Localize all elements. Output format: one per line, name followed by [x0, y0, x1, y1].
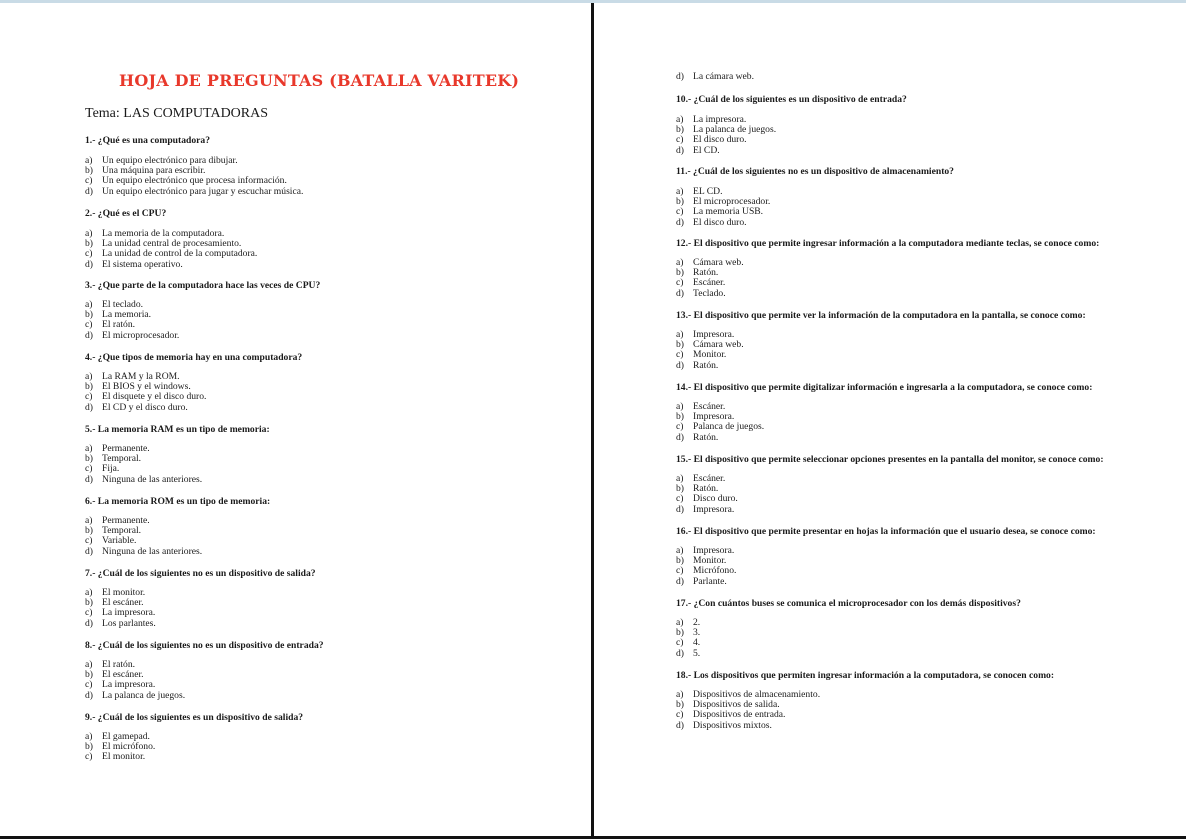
option-letter: d): [85, 545, 93, 557]
option-letter: d): [676, 144, 684, 156]
option-text: El CD.: [693, 144, 720, 156]
option-letter: d): [676, 719, 684, 731]
option-text: Ratón.: [693, 267, 719, 279]
option-text: Ninguna de las anteriores.: [102, 545, 203, 557]
option-text: Impresora.: [693, 411, 735, 423]
option-text: El gamepad.: [102, 731, 150, 742]
option-text: Escáner.: [693, 401, 726, 412]
option-letter: d): [676, 359, 684, 371]
option-letter: b): [676, 555, 684, 567]
answer-option: [676, 505, 738, 515]
option-text: La memoria de la computadora.: [102, 228, 225, 239]
option-letter: c): [85, 391, 93, 403]
answer-options: [676, 690, 820, 731]
question-text: 3.- ¿Que parte de la computadora hace las veces de CPU?: [85, 280, 321, 291]
question-text: 2.- ¿Qué es el CPU?: [85, 208, 167, 219]
option-letter: b): [676, 627, 684, 639]
option-text: La impresora.: [102, 679, 156, 691]
option-text: Dispositivos de almacenamiento.: [693, 689, 821, 700]
option-text: Micrófono.: [693, 565, 737, 577]
option-letter: d): [85, 617, 93, 629]
option-letter: c): [85, 175, 93, 187]
answer-option: [85, 331, 179, 341]
option-text: La unidad central de procesamiento.: [102, 238, 242, 250]
option-letter: a): [676, 329, 684, 340]
question-text: 10.- ¿Cuál de los siguientes es un dispositivo de entrada?: [676, 94, 907, 105]
answer-options: [85, 372, 206, 413]
option-text: Teclado.: [693, 287, 726, 299]
question-text: 9.- ¿Cuál de los siguientes es un dispositivo de salida?: [85, 712, 304, 723]
answer-option: [85, 187, 303, 197]
option-text: Fija.: [102, 463, 120, 475]
answer-option: [85, 619, 156, 629]
option-letter: c): [85, 607, 93, 619]
option-text: Parlante.: [693, 575, 727, 587]
option-letter: b): [676, 699, 684, 711]
option-letter: c): [676, 277, 684, 289]
option-text: El microprocesador.: [102, 329, 180, 341]
option-text: Impresora.: [693, 545, 735, 556]
answer-option: [85, 752, 155, 762]
option-text: Temporal.: [102, 453, 142, 465]
answer-option: [676, 361, 744, 371]
option-letter: a): [85, 155, 93, 166]
option-text: El ratón.: [102, 319, 136, 331]
document-page-left: [0, 3, 591, 836]
option-text: Ninguna de las anteriores.: [102, 473, 203, 485]
option-letter: b): [85, 669, 93, 681]
option-letter: d): [85, 401, 93, 413]
option-letter: b): [85, 165, 93, 177]
option-letter: a): [85, 659, 93, 670]
option-letter: c): [676, 493, 684, 505]
option-text: El micrófono.: [102, 741, 156, 753]
option-text: El escáner.: [102, 669, 144, 681]
question-text: 11.- ¿Cuál de los siguientes no es un dispositivo de almacenamiento?: [676, 166, 954, 177]
option-letter: d): [85, 473, 93, 485]
option-letter: c): [676, 637, 684, 649]
option-text: El ratón.: [102, 659, 136, 670]
option-letter: c): [85, 248, 93, 260]
option-letter: d): [676, 575, 684, 587]
topic-line: [85, 106, 268, 122]
option-text: Un equipo electrónico para jugar y escuchar música.: [102, 185, 304, 197]
option-text: EL CD.: [693, 186, 723, 197]
document-title: HOJA DE PREGUNTAS (BATALLA VARITEK): [119, 71, 520, 90]
option-letter: d): [676, 287, 684, 299]
question-text: 16.- El dispositivo que permite presentar en hojas la información que el usuario desea, se conoce como:: [676, 526, 1096, 537]
question-text: 8.- ¿Cuál de los siguientes no es un dispositivo de entrada?: [85, 640, 324, 651]
option-text: El escáner.: [102, 597, 144, 609]
option-text: El disco duro.: [693, 134, 747, 146]
option-letter: c): [676, 134, 684, 146]
option-text: La memoria.: [102, 309, 152, 321]
option-letter: d): [85, 329, 93, 341]
option-text: Permanente.: [102, 515, 150, 526]
option-text: Dispositivos mixtos.: [693, 719, 772, 731]
option-letter: c): [676, 709, 684, 721]
answer-options: [85, 156, 303, 197]
option-text: 2.: [693, 617, 701, 628]
option-letter: b): [676, 124, 684, 136]
answer-options: [85, 516, 202, 557]
answer-options: [85, 588, 156, 629]
answer-option: [676, 289, 744, 299]
question-text: 14.- El dispositivo que permite digitalizar información e ingresarla a la computadora, se conoce como:: [676, 382, 1093, 393]
option-text: La RAM y la ROM.: [102, 371, 180, 382]
topic-label: Tema:: [85, 106, 120, 121]
option-letter: d): [85, 185, 93, 197]
answer-options: [676, 187, 770, 228]
option-text: Cámara web.: [693, 257, 744, 268]
option-letter: a): [85, 371, 93, 382]
option-text: Un equipo electrónico que procesa información.: [102, 175, 287, 187]
option-text: Palanca de juegos.: [693, 421, 765, 433]
option-text: Ratón.: [693, 359, 719, 371]
option-text: Escáner.: [693, 277, 726, 289]
question-text: 18.- Los dispositivos que permiten ingresar información a la computadora, se conocen como:: [676, 670, 1055, 681]
option-letter: d): [676, 216, 684, 228]
option-letter: d): [676, 503, 684, 515]
option-letter: b): [85, 525, 93, 537]
option-text: La memoria USB.: [693, 206, 764, 218]
option-letter: c): [85, 319, 93, 331]
option-letter: b): [85, 597, 93, 609]
option-text: Escáner.: [693, 473, 726, 484]
option-letter: c): [676, 206, 684, 218]
answer-options: [676, 618, 700, 659]
option-letter: d): [676, 71, 684, 82]
option-letter: a): [676, 401, 684, 412]
option-letter: d): [676, 431, 684, 443]
option-text: Dispositivos de salida.: [693, 699, 780, 711]
answer-option: [676, 218, 770, 228]
question-text: 13.- El dispositivo que permite ver la información de la computadora en la pantalla, se conoce como:: [676, 310, 1086, 321]
option-text: El BIOS y el windows.: [102, 381, 191, 393]
option-letter: a): [676, 473, 684, 484]
option-letter: c): [676, 565, 684, 577]
option-text: El CD y el disco duro.: [102, 401, 188, 413]
question-text: 5.- La memoria RAM es un tipo de memoria:: [85, 424, 270, 435]
option-letter: b): [85, 309, 93, 321]
option-letter: b): [85, 453, 93, 465]
question-text: 6.- La memoria ROM es un tipo de memoria:: [85, 496, 271, 507]
option-text: La impresora.: [102, 607, 156, 619]
answer-options: [676, 546, 736, 587]
answer-option: [676, 649, 700, 659]
option-letter: b): [85, 381, 93, 393]
answer-option: [676, 422, 764, 432]
answer-options: [676, 72, 754, 82]
option-letter: c): [85, 463, 93, 475]
option-letter: a): [85, 587, 93, 598]
answer-option: [676, 721, 820, 731]
option-text: 3.: [693, 627, 701, 639]
option-text: El disquete y el disco duro.: [102, 391, 207, 403]
option-text: El sistema operativo.: [102, 258, 183, 270]
answer-option: [85, 547, 202, 557]
option-letter: a): [85, 228, 93, 239]
answer-options: [85, 300, 179, 341]
answer-options: [85, 229, 257, 270]
option-text: Dispositivos de entrada.: [693, 709, 786, 721]
option-text: La palanca de juegos.: [102, 689, 186, 701]
option-text: Impresora.: [693, 503, 735, 515]
option-letter: c): [85, 535, 93, 547]
option-text: La impresora.: [693, 114, 747, 125]
option-letter: a): [676, 617, 684, 628]
question-text: 12.- El dispositivo que permite ingresar información a la computadora mediante teclas, se conoce como:: [676, 238, 1100, 249]
option-letter: d): [676, 647, 684, 659]
option-text: El monitor.: [102, 587, 146, 598]
answer-options: [85, 444, 202, 485]
option-text: 5.: [693, 647, 701, 659]
option-letter: b): [676, 196, 684, 208]
option-letter: a): [85, 515, 93, 526]
answer-options: [676, 402, 764, 443]
option-letter: d): [85, 258, 93, 270]
answer-option: [676, 577, 736, 587]
option-letter: a): [85, 299, 93, 310]
option-letter: d): [85, 689, 93, 701]
answer-option: [676, 146, 776, 156]
option-text: 4.: [693, 637, 701, 649]
option-letter: a): [676, 689, 684, 700]
option-text: El microprocesador.: [693, 196, 771, 208]
option-letter: b): [676, 339, 684, 351]
option-text: El monitor.: [102, 751, 146, 763]
question-text: 17.- ¿Con cuántos buses se comunica el microprocesador con los demás dispositivos?: [676, 598, 1021, 609]
option-text: Una máquina para escribir.: [102, 165, 206, 177]
option-letter: a): [676, 114, 684, 125]
option-text: El teclado.: [102, 299, 144, 310]
answer-options: [85, 660, 185, 701]
answer-options: [85, 732, 155, 763]
answer-options: [676, 330, 744, 371]
question-text: 1.- ¿Qué es una computadora?: [85, 135, 210, 146]
option-letter: b): [85, 238, 93, 250]
option-letter: b): [85, 741, 93, 753]
option-text: Variable.: [102, 535, 137, 547]
answer-option: [676, 135, 776, 145]
option-letter: b): [676, 483, 684, 495]
answer-option: [85, 403, 206, 413]
option-letter: c): [85, 679, 93, 691]
option-letter: c): [676, 421, 684, 433]
question-text: 7.- ¿Cuál de los siguientes no es un dispositivo de salida?: [85, 568, 316, 579]
answer-options: [676, 474, 738, 515]
option-letter: c): [676, 349, 684, 361]
option-text: Un equipo electrónico para dibujar.: [102, 155, 238, 166]
option-text: Permanente.: [102, 443, 150, 454]
option-letter: c): [85, 751, 93, 763]
option-letter: a): [676, 545, 684, 556]
option-text: Monitor.: [693, 555, 727, 567]
answer-options: [676, 115, 776, 156]
option-text: Los parlantes.: [102, 617, 156, 629]
option-text: La unidad de control de la computadora.: [102, 248, 258, 260]
answer-option: [85, 691, 185, 701]
option-letter: a): [676, 186, 684, 197]
document-page-right: [594, 3, 1186, 836]
answer-option: [676, 72, 754, 82]
option-text: La cámara web.: [693, 71, 754, 82]
option-text: El disco duro.: [693, 216, 747, 228]
answer-option: [85, 475, 202, 485]
question-text: 4.- ¿Que tipos de memoria hay en una computadora?: [85, 352, 303, 363]
topic-value: LAS COMPUTADORAS: [123, 106, 269, 121]
option-letter: a): [85, 731, 93, 742]
option-letter: a): [85, 443, 93, 454]
answer-option: [676, 433, 764, 443]
option-text: Ratón.: [693, 431, 719, 443]
question-text: 15.- El dispositivo que permite seleccionar opciones presentes en la pantalla del monitor, se conoce como:: [676, 454, 1104, 465]
option-text: Impresora.: [693, 329, 735, 340]
option-letter: b): [676, 411, 684, 423]
option-text: Monitor.: [693, 349, 727, 361]
option-letter: b): [676, 267, 684, 279]
option-text: Ratón.: [693, 483, 719, 495]
option-text: Temporal.: [102, 525, 142, 537]
answer-option: [85, 260, 257, 270]
option-letter: a): [676, 257, 684, 268]
option-text: La palanca de juegos.: [693, 124, 777, 136]
answer-options: [676, 258, 744, 299]
option-text: Disco duro.: [693, 493, 738, 505]
option-text: Cámara web.: [693, 339, 744, 351]
